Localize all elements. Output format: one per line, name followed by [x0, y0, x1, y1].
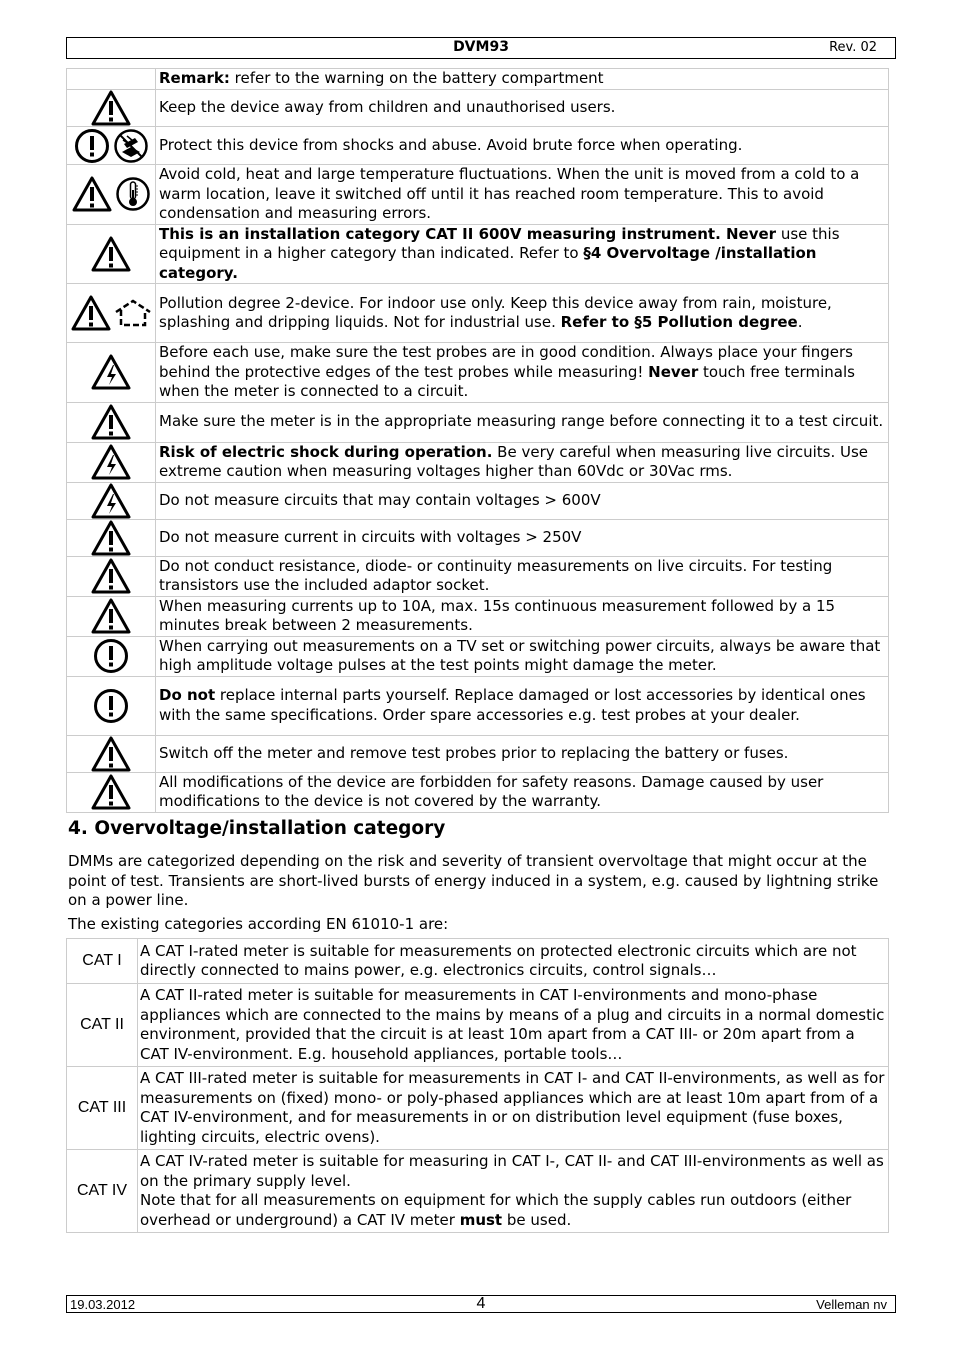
warning-triangle-icon [91, 774, 131, 810]
safety-row [67, 90, 889, 127]
safety-text: Do not measure circuits that may contain voltages > 600V [156, 482, 889, 519]
safety-text: Remark: refer to the warning on the battery compartment [156, 69, 889, 90]
category-name: CAT IV [67, 1150, 138, 1233]
warning-triangle-icon [91, 236, 131, 272]
safety-icon-cell [67, 519, 156, 556]
safety-row [67, 165, 889, 225]
page-footer [66, 1295, 896, 1313]
safety-text: When carrying out measurements on a TV set or switching power circuits, always be aware that high amplitude voltage pulses at the test points might damage the meter. [156, 636, 889, 676]
safety-icon-cell [67, 676, 156, 735]
exclamation-circle-icon [93, 688, 129, 724]
safety-instructions-table [66, 68, 889, 813]
safety-row [67, 127, 889, 165]
safety-row [67, 69, 889, 90]
safety-row [67, 596, 889, 636]
exclamation-circle-icon [74, 128, 110, 164]
safety-icon-cell [67, 224, 156, 284]
safety-icon-cell [67, 556, 156, 596]
safety-text: Risk of electric shock during operation. Be very careful when measuring live circuits. Use extreme caution when measuring voltages higher than 60Vdc or 30Vac rms. [156, 442, 889, 482]
category-row [67, 1150, 889, 1233]
safety-text: When measuring currents up to 10A, max. 15s continuous measurement followed by a 15 minutes break between 2 measurements. [156, 596, 889, 636]
safety-icon-cell [67, 165, 156, 225]
safety-icon-cell [67, 284, 156, 343]
category-description: A CAT II-rated meter is suitable for measurements in CAT I-environments and mono-phase appliances which are connected to the mains by means of a plug and circuits in a normal domestic environment, provided that the circuit is at least 10m apart from a CAT III- or 20m apart from a CAT IV-environment. E.g. household appliances, portable tools… [138, 984, 889, 1067]
section-heading: 4. Overvoltage/installation category [68, 818, 446, 839]
safety-icon-cell [67, 735, 156, 772]
warning-triangle-icon [72, 176, 112, 212]
safety-text: Do not measure current in circuits with voltages > 250V [156, 519, 889, 556]
safety-icon-cell [67, 442, 156, 482]
safety-row [67, 519, 889, 556]
safety-row [67, 284, 889, 343]
category-description: A CAT III-rated meter is suitable for measurements in CAT I- and CAT II-environments, as well as for measurements on (fixed) mono- or poly-phased appliances which are at least 10m apart from of a CAT IV-environment, and for measurements in or on distribution level equipment (fuse boxes, lighting circuits, electric ovens). [138, 1067, 889, 1150]
high-voltage-triangle-icon [91, 444, 131, 480]
category-name: CAT I [67, 939, 138, 984]
thermometer-icon [115, 176, 151, 212]
warning-triangle-icon [91, 598, 131, 634]
document-title: DVM93 [453, 39, 509, 55]
safety-row [67, 442, 889, 482]
warning-triangle-icon [91, 404, 131, 440]
page-header [66, 37, 896, 59]
safety-icon-cell [67, 596, 156, 636]
safety-icon-cell [67, 482, 156, 519]
category-description: A CAT IV-rated meter is suitable for measuring in CAT I-, CAT II- and CAT III-environments as well as on the primary supply level. Note that for all measurements on equipment for which the supply cables run outdoors (either overhead or underground) a CAT IV meter must be used. [138, 1150, 889, 1233]
safety-text: This is an installation category CAT II 600V measuring instrument. Never use this equipment in a higher category than indicated. Refer to §4 Overvoltage /installation category. [156, 224, 889, 284]
indoor-use-icon [114, 298, 152, 328]
warning-triangle-icon [71, 295, 111, 331]
safety-row [67, 676, 889, 735]
safety-icon-cell [67, 90, 156, 127]
safety-text: Make sure the meter is in the appropriate measuring range before connecting it to a test circuit. [156, 402, 889, 442]
section-lead: The existing categories according EN 61010-1 are: [68, 915, 449, 933]
category-name: CAT II [67, 984, 138, 1067]
safety-row [67, 772, 889, 812]
page-number: 4 [476, 1295, 486, 1312]
warning-triangle-icon [91, 90, 131, 126]
high-voltage-triangle-icon [91, 354, 131, 390]
exclamation-circle-icon [93, 638, 129, 674]
high-voltage-triangle-icon [91, 483, 131, 519]
footer-company: Velleman nv [816, 1297, 887, 1312]
safety-text: Switch off the meter and remove test probes prior to replacing the battery or fuses. [156, 735, 889, 772]
safety-text: Pollution degree 2-device. For indoor use only. Keep this device away from rain, moisture, splashing and dripping liquids. Not for industrial use. Refer to §5 Pollution degree. [156, 284, 889, 343]
category-table [66, 938, 889, 1233]
safety-text: Do not conduct resistance, diode- or continuity measurements on live circuits. For testing transistors use the included adaptor socket. [156, 556, 889, 596]
safety-row [67, 735, 889, 772]
safety-text: Avoid cold, heat and large temperature fluctuations. When the unit is moved from a cold to a warm location, leave it switched off until it has reached room temperature. This to avoid condensation and measuring errors. [156, 165, 889, 225]
category-description: A CAT I-rated meter is suitable for measurements on protected electronic circuits which are not directly connected to mains power, e.g. electronics circuits, control signals… [138, 939, 889, 984]
safety-text: Protect this device from shocks and abuse. Avoid brute force when operating. [156, 127, 889, 165]
safety-icon-cell [67, 772, 156, 812]
category-row [67, 939, 889, 984]
revision-label: Rev. 02 [829, 40, 877, 55]
safety-icon-cell [67, 127, 156, 165]
safety-text: All modifications of the device are forbidden for safety reasons. Damage caused by user modifications to the device is not covered by the warranty. [156, 772, 889, 812]
safety-text: Keep the device away from children and unauthorised users. [156, 90, 889, 127]
section-intro: DMMs are categorized depending on the risk and severity of transient overvoltage that might occur at the point of test. Transients are short-lived bursts of energy induced in a system, e.g. caused by lightning strike on a power line. [68, 852, 879, 909]
safety-icon-cell [67, 343, 156, 403]
safety-icon-cell [67, 402, 156, 442]
warning-triangle-icon [91, 520, 131, 556]
safety-row [67, 556, 889, 596]
safety-row [67, 343, 889, 403]
safety-row [67, 402, 889, 442]
footer-date: 19.03.2012 [70, 1297, 136, 1312]
warning-triangle-icon [91, 736, 131, 772]
safety-row [67, 636, 889, 676]
safety-text: Do not replace internal parts yourself. Replace damaged or lost accessories by identical ones with the same specifications. Order spare accessories e.g. test probes at your dealer. [156, 676, 889, 735]
category-row [67, 984, 889, 1067]
safety-row [67, 224, 889, 284]
category-row [67, 1067, 889, 1150]
safety-row [67, 482, 889, 519]
category-name: CAT III [67, 1067, 138, 1150]
shock-hazard-icon [113, 128, 149, 164]
warning-triangle-icon [91, 558, 131, 594]
safety-icon-cell [67, 69, 156, 90]
safety-icon-cell [67, 636, 156, 676]
safety-text: Before each use, make sure the test probes are in good condition. Always place your fingers behind the protective edges of the test probes while measuring! Never touch free terminals when the meter is connected to a circuit. [156, 343, 889, 403]
